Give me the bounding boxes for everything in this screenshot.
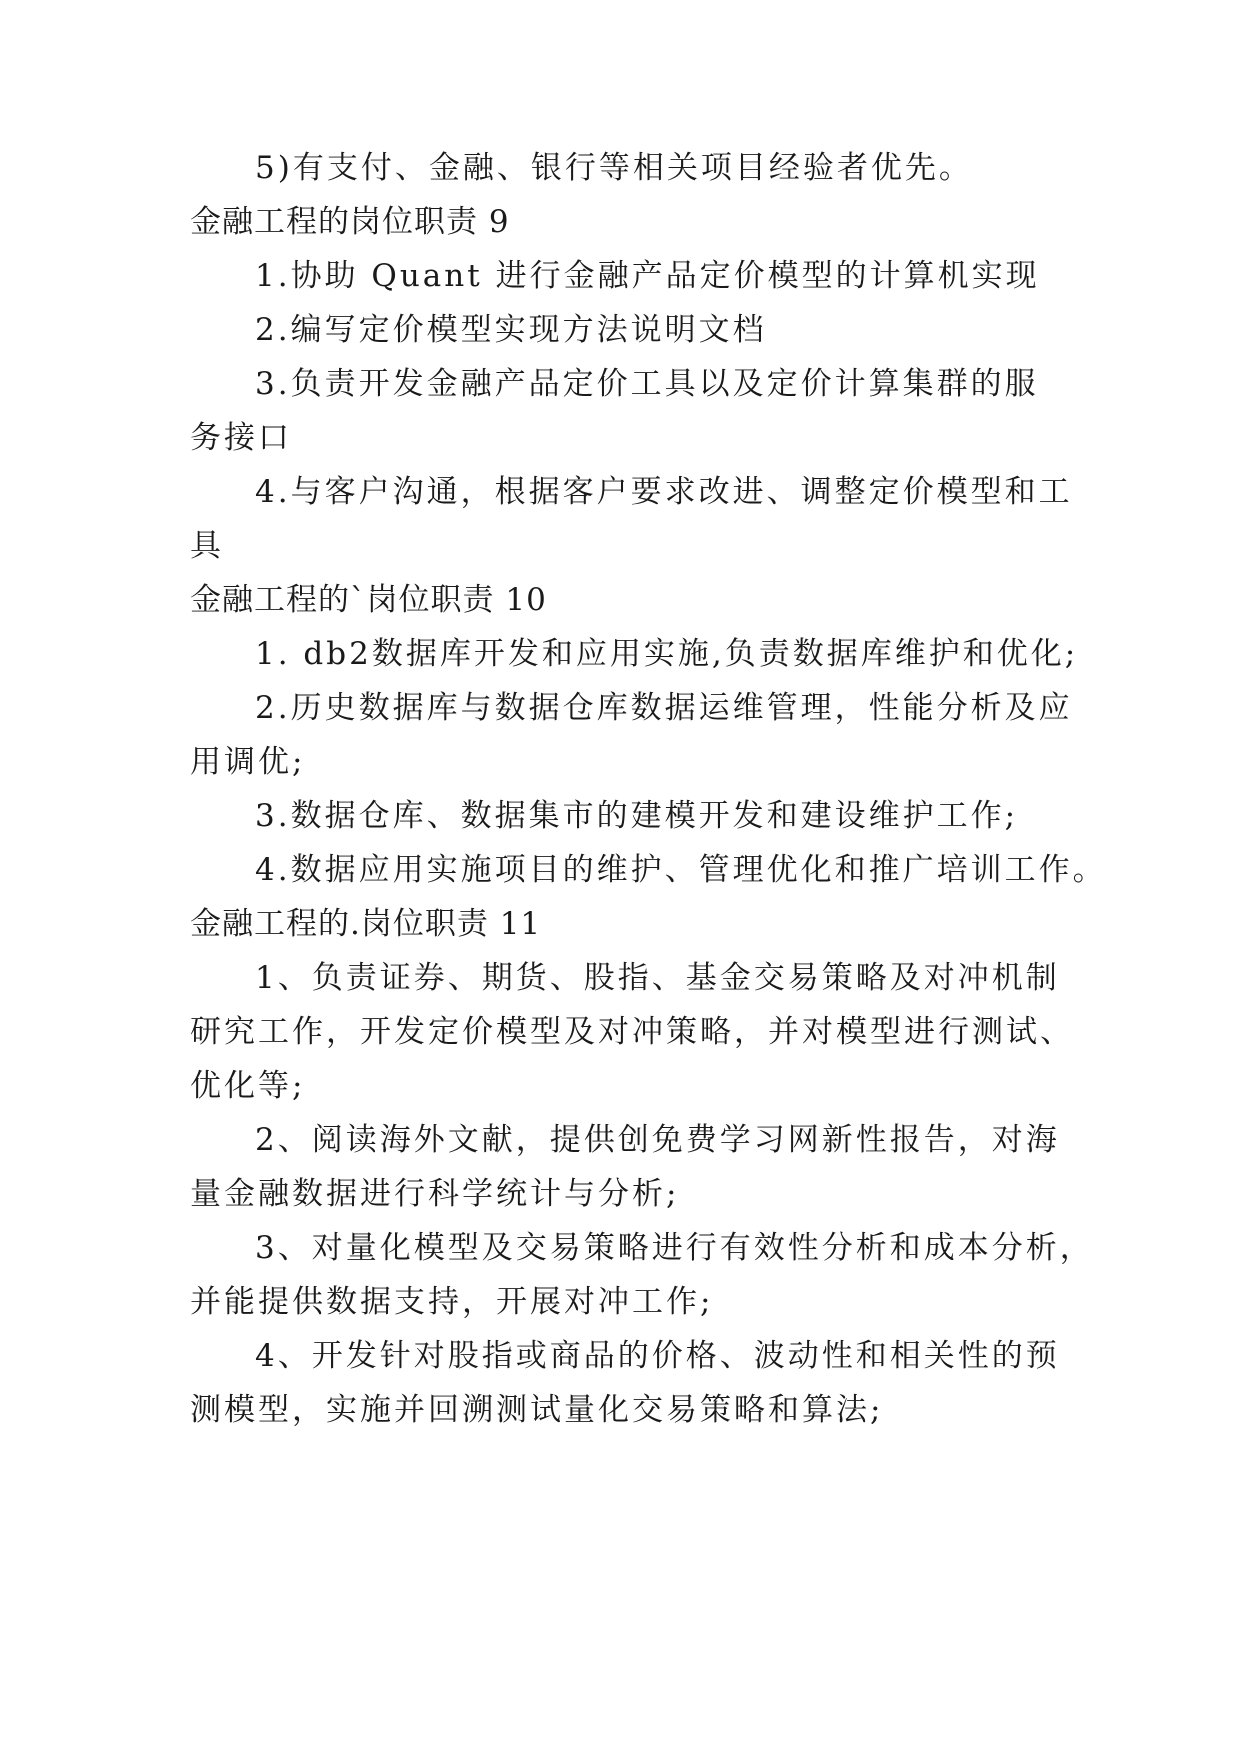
text-line: 并能提供数据支持，开展对冲工作; [190, 1284, 714, 1320]
text-line: 测模型，实施并回溯测试量化交易策略和算法; [190, 1392, 884, 1428]
text-line: 研究工作，开发定价模型及对冲策略，并对模型进行测试、 [190, 1014, 1074, 1050]
text-line: 4、开发针对股指或商品的价格、波动性和相关性的预 [255, 1338, 1060, 1374]
text-line: 务接口 [190, 420, 292, 456]
text-line: 1、负责证券、期货、股指、基金交易策略及对冲机制 [255, 960, 1060, 996]
section-heading: 金融工程的岗位职责 9 [190, 204, 510, 240]
text-line: 量金融数据进行科学统计与分析; [190, 1176, 680, 1212]
text-line: 4.数据应用实施项目的维护、管理优化和推广培训工作。 [255, 852, 1107, 888]
section-heading: 金融工程的`岗位职责 10 [190, 582, 547, 618]
text-line: 2.编写定价模型实现方法说明文档 [255, 312, 767, 348]
section-heading: 金融工程的.岗位职责 11 [190, 906, 542, 942]
text-line: 3、对量化模型及交易策略进行有效性分析和成本分析， [255, 1230, 1094, 1266]
text-line: 5)有支付、金融、银行等相关项目经验者优先。 [255, 150, 973, 186]
text-line: 4.与客户沟通，根据客户要求改进、调整定价模型和工 [255, 474, 1073, 510]
text-line: 1.协助 Quant 进行金融产品定价模型的计算机实现 [255, 258, 1040, 294]
text-line: 2、阅读海外文献，提供创免费学习网新性报告，对海 [255, 1122, 1060, 1158]
text-line: 3.负责开发金融产品定价工具以及定价计算集群的服 [255, 366, 1039, 402]
text-line: 用调优; [190, 744, 306, 780]
text-line: 具 [190, 528, 224, 564]
text-line: 1. db2数据库开发和应用实施,负责数据库维护和优化; [255, 636, 1079, 672]
text-line: 优化等; [190, 1068, 306, 1104]
text-line: 3.数据仓库、数据集市的建模开发和建设维护工作; [255, 798, 1019, 834]
text-line: 2.历史数据库与数据仓库数据运维管理，性能分析及应 [255, 690, 1073, 726]
